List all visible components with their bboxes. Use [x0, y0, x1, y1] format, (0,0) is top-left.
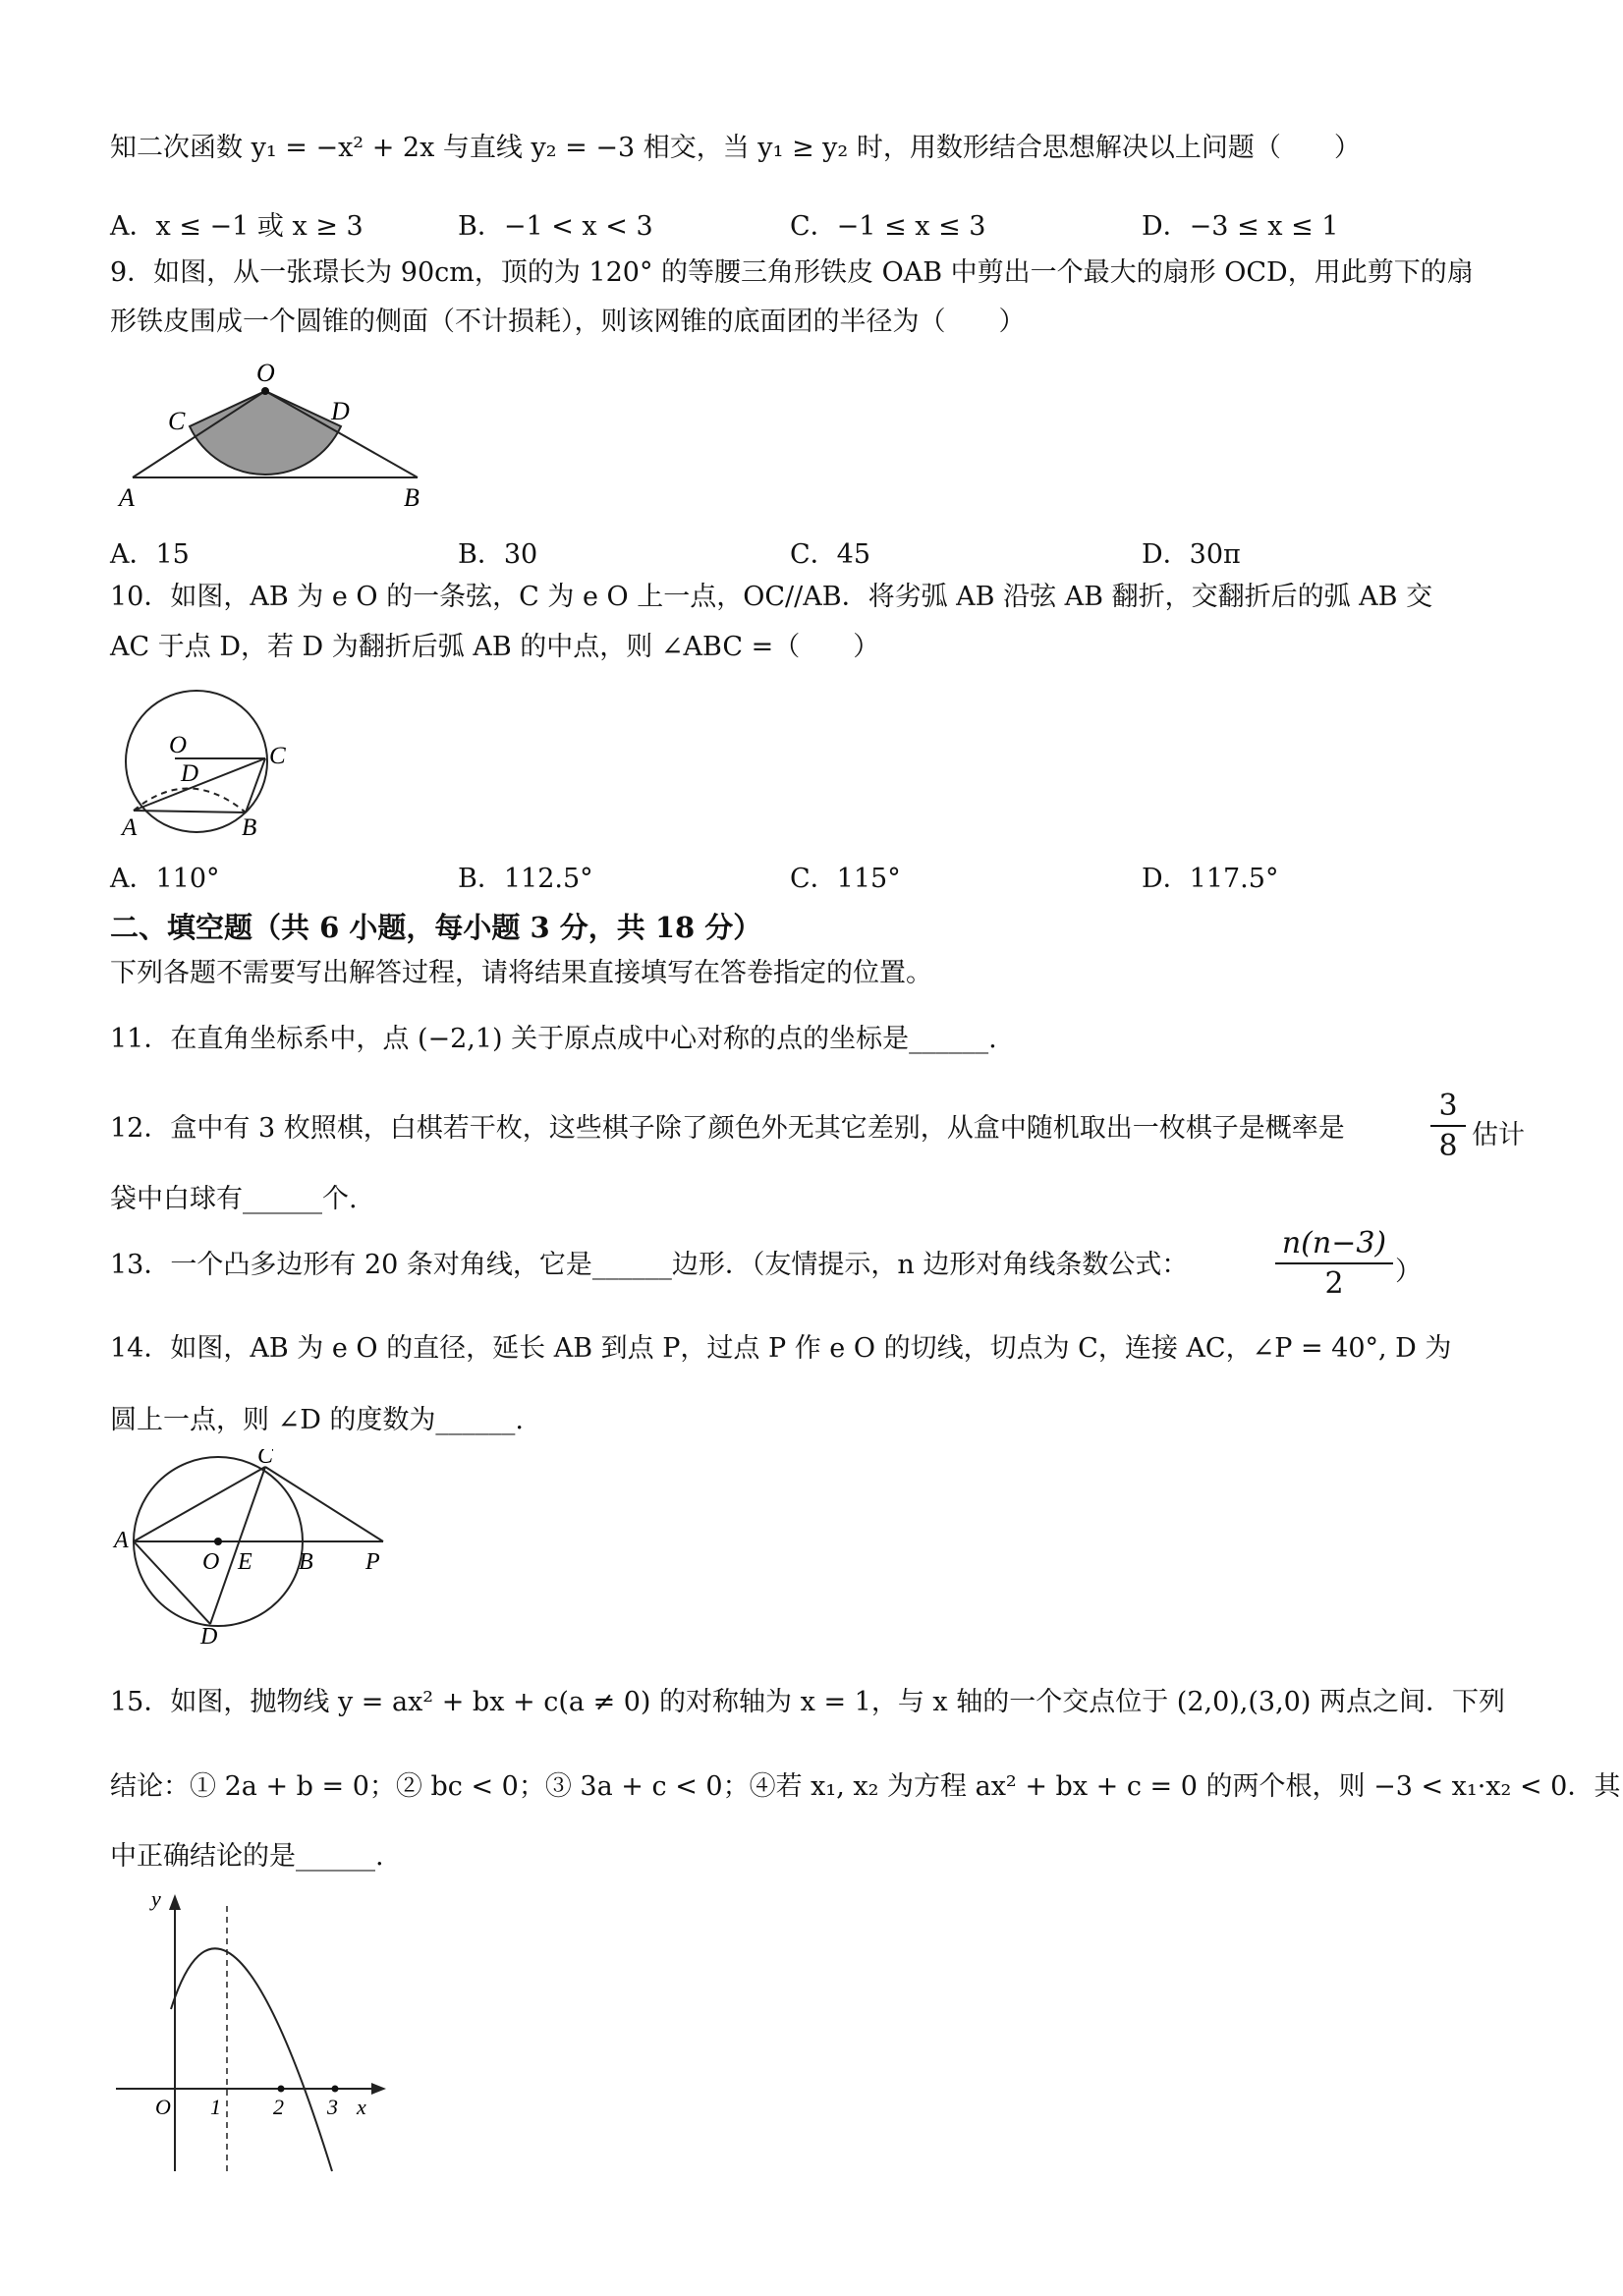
- q15-figure: [106, 1886, 401, 2181]
- q9-label-a: A: [119, 483, 135, 512]
- q10-option-b: B．112.5°: [458, 864, 593, 894]
- q9-label-d: D: [331, 397, 350, 425]
- q12-stem-line1: 12．盒中有 3 枚照棋，白棋若干枚，这些棋子除了颜色外无其它差别，从盒中随机取出一枚棋子是概率是: [110, 1113, 1345, 1144]
- q15-axis-y: y: [151, 1886, 161, 1911]
- q9-option-d: D．30π: [1142, 539, 1241, 570]
- q9-label-o: O: [256, 359, 275, 387]
- q9-label-b: B: [404, 483, 420, 512]
- q9-stem-line2: 形铁皮围成一个圆锥的侧面（不计损耗），则该网锥的底面团的半径为（ ）: [110, 307, 1026, 337]
- q13-fraction-numerator: n(n−3): [1281, 1226, 1387, 1260]
- q12-fraction-denominator: 8: [1438, 1129, 1458, 1163]
- q13-close-paren: ）: [1395, 1257, 1422, 1287]
- q10-label-d: D: [181, 760, 199, 787]
- q14-figure: [108, 1449, 403, 1646]
- q10-label-c: C: [269, 743, 286, 769]
- q13-text: 13．一个凸多边形有 20 条对角线，它是______边形．（友情提示，n 边形对角线条数公式：: [110, 1250, 1189, 1280]
- q15-axis-1: 1: [210, 2095, 221, 2119]
- q14-label-d: D: [200, 1624, 218, 1646]
- q12-fraction: [1430, 1089, 1466, 1163]
- q8-option-c: C．−1 ≤ x ≤ 3: [790, 211, 986, 242]
- q15-axis-x: x: [357, 2095, 366, 2119]
- q14-stem-line2: 圆上一点，则 ∠D 的度数为______.: [110, 1405, 525, 1435]
- q14-label-p: P: [365, 1549, 380, 1575]
- q8-stem: 知二次函数 y₁ = −x² + 2x 与直线 y₂ = −3 相交，当 y₁ ≥ y₂ 时，用数形结合思想解决以上问题（ ）: [110, 133, 1361, 163]
- q15-stem-line3: 中正确结论的是______.: [110, 1841, 384, 1872]
- q12-stem-line2: 袋中白球有______个.: [110, 1184, 358, 1214]
- q10-option-d: D．117.5°: [1142, 864, 1279, 894]
- q9-sector-ocd: [190, 391, 341, 475]
- q9-option-b: B．30: [458, 539, 538, 570]
- q8-option-a: A．x ≤ −1 或 x ≥ 3: [110, 211, 364, 242]
- q10-option-c: C．115°: [790, 864, 901, 894]
- q13-fraction: [1275, 1226, 1393, 1301]
- q14-label-c: C: [257, 1449, 274, 1469]
- q14-label-o: O: [202, 1549, 220, 1575]
- q8-option-d: D．−3 ≤ x ≤ 1: [1142, 211, 1339, 242]
- q10-figure: [110, 683, 307, 845]
- q9-option-c: C．45: [790, 539, 871, 570]
- q14-stem-line1: 14．如图，AB 为 e O 的直径，延长 AB 到点 P，过点 P 作 e O 的切线，切点为 C，连接 AC，∠P = 40°, D 为: [110, 1333, 1452, 1364]
- q9-option-a: A．15: [110, 539, 190, 570]
- q12-fraction-numerator: 3: [1438, 1089, 1458, 1123]
- q15-stem-line1: 15．如图，抛物线 y = ax² + bx + c(a ≠ 0) 的对称轴为 x = 1，与 x 轴的一个交点位于 (2,0),(3,0) 两点之间．下列: [110, 1687, 1505, 1717]
- q14-label-e: E: [238, 1549, 252, 1575]
- section-title: 二、填空题（共 6 小题，每小题 3 分，共 18 分）: [110, 911, 762, 944]
- q15-axis-2: 2: [273, 2095, 284, 2119]
- q14-label-a: A: [114, 1528, 129, 1553]
- q10-label-o: O: [169, 732, 188, 758]
- q10-stem-line1: 10．如图，AB 为 e O 的一条弦，C 为 e O 上一点，OC//AB．将劣弧 AB 沿弦 AB 翻折，交翻折后的弧 AB 交: [110, 582, 1433, 612]
- q10-option-a: A．110°: [110, 864, 220, 894]
- q15-axis-origin: O: [155, 2095, 171, 2119]
- q9-label-c: C: [168, 407, 186, 435]
- q9-stem-line1: 9．如图，从一张璟长为 90cm，顶的为 120° 的等腰三角形铁皮 OAB 中剪出一个最大的扇形 OCD，用此剪下的扇: [110, 257, 1474, 288]
- q15-stem-line2: 结论：① 2a + b = 0；② bc < 0；③ 3a + c < 0；④若 x₁, x₂ 为方程 ax² + bx + c = 0 的两个根，则 −3 < x₁·x₂ < 0．其: [110, 1771, 1621, 1802]
- q14-label-b: B: [299, 1549, 313, 1575]
- q9-figure: [113, 354, 447, 516]
- q15-axis-3: 3: [327, 2095, 338, 2119]
- q15-parabola: [171, 1948, 332, 2171]
- q12-after-fraction: 估计: [1472, 1120, 1525, 1150]
- q13-fraction-denominator: 2: [1324, 1266, 1344, 1301]
- section-note: 下列各题不需要写出解答过程，请将结果直接填写在答卷指定的位置。: [110, 958, 932, 988]
- q10-stem-line2: AC 于点 D，若 D 为翻折后弧 AB 的中点，则 ∠ABC =（ ）: [110, 632, 880, 662]
- q10-label-b: B: [242, 814, 257, 841]
- q11-text: 11．在直角坐标系中，点 (−2,1) 关于原点成中心对称的点的坐标是______.: [110, 1024, 997, 1054]
- q10-label-a: A: [122, 814, 138, 841]
- q8-option-b: B．−1 < x < 3: [458, 211, 653, 242]
